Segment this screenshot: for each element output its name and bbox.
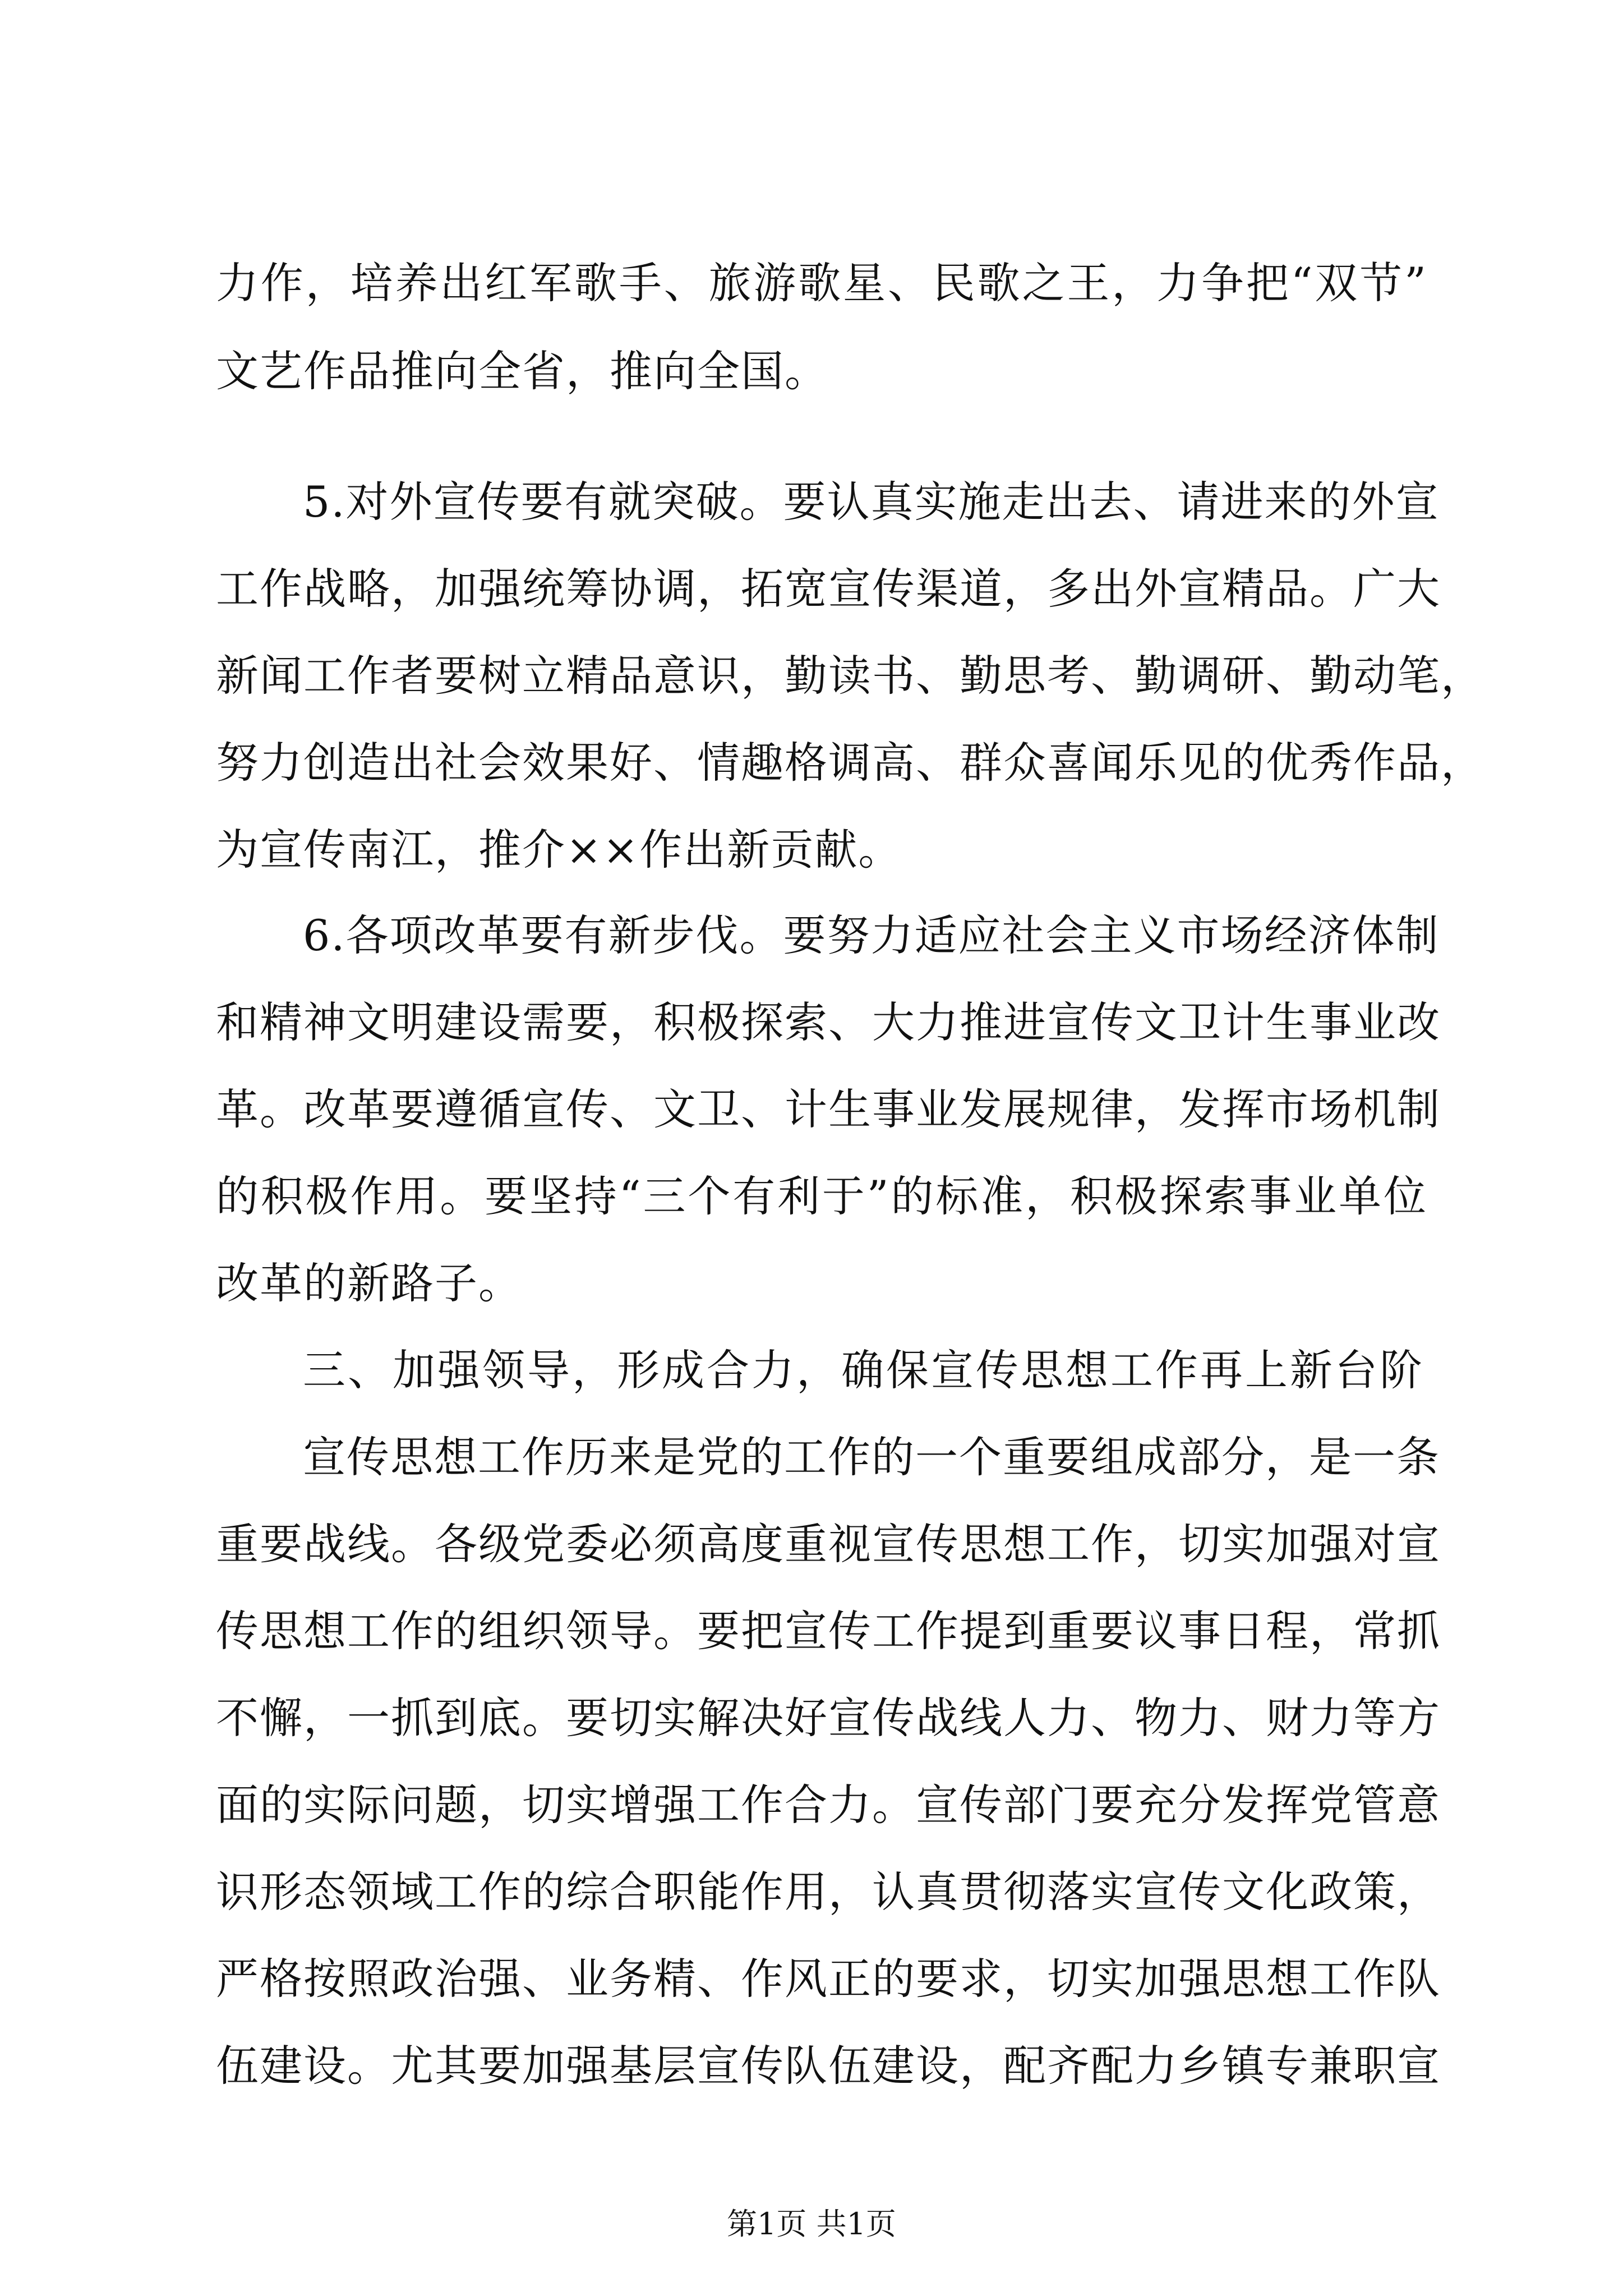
text-line: 识形态领域工作的综合职能作用，认真贯彻落实宣传文化政策， bbox=[216, 1867, 1441, 1917]
text-line: 面的实际问题，切实增强工作合力。宣传部门要充分发挥党管意 bbox=[216, 1780, 1441, 1830]
text-line: 文艺作品推向全省，推向全国。 bbox=[216, 346, 828, 396]
text-line: 努力创造出社会效果好、情趣格调高、群众喜闻乐见的优秀作品， bbox=[216, 738, 1484, 788]
text-line: 工作战略，加强统筹协调，拓宽宣传渠道，多出外宣精品。广大 bbox=[216, 564, 1441, 614]
text-line: 的积极作用。要坚持“三个有利于”的标准，积极探索事业单位 bbox=[216, 1171, 1427, 1221]
section-heading: 三、加强领导，形成合力，确保宣传思想工作再上新台阶 bbox=[303, 1345, 1424, 1395]
text-line: 新闻工作者要树立精品意识，勤读书、勤思考、勤调研、勤动笔， bbox=[216, 651, 1484, 701]
text-line: 为宣传南江，推介××作出新贡献。 bbox=[216, 825, 902, 875]
text-line: 严格按照政治强、业务精、作风正的要求，切实加强思想工作队 bbox=[216, 1954, 1441, 2004]
text-line: 力作，培养出红军歌手、旅游歌星、民歌之王，力争把“双节” bbox=[216, 258, 1427, 308]
text-line: 改革的新路子。 bbox=[216, 1258, 522, 1308]
paragraph-6-first-line: 6.各项改革要有新步伐。要努力适应社会主义市场经济体制 bbox=[303, 910, 1440, 960]
text-line: 不懈，一抓到底。要切实解决好宣传战线人力、物力、财力等方 bbox=[216, 1693, 1441, 1743]
text-line: 重要战线。各级党委必须高度重视宣传思想工作，切实加强对宣 bbox=[216, 1519, 1441, 1569]
text-line: 传思想工作的组织领导。要把宣传工作提到重要议事日程，常抓 bbox=[216, 1606, 1441, 1656]
text-line: 革。改革要遵循宣传、文卫、计生事业发展规律，发挥市场机制 bbox=[216, 1084, 1441, 1134]
page-footer: 第1页 共1页 bbox=[727, 2206, 896, 2242]
text-line: 伍建设。尤其要加强基层宣传队伍建设，配齐配力乡镇专兼职宣 bbox=[216, 2041, 1441, 2091]
paragraph-first-line: 宣传思想工作历来是党的工作的一个重要组成部分，是一条 bbox=[303, 1432, 1440, 1482]
paragraph-5-first-line: 5.对外宣传要有就突破。要认真实施走出去、请进来的外宣 bbox=[303, 477, 1440, 527]
text-line: 和精神文明建设需要，积极探索、大力推进宣传文卫计生事业改 bbox=[216, 997, 1441, 1047]
